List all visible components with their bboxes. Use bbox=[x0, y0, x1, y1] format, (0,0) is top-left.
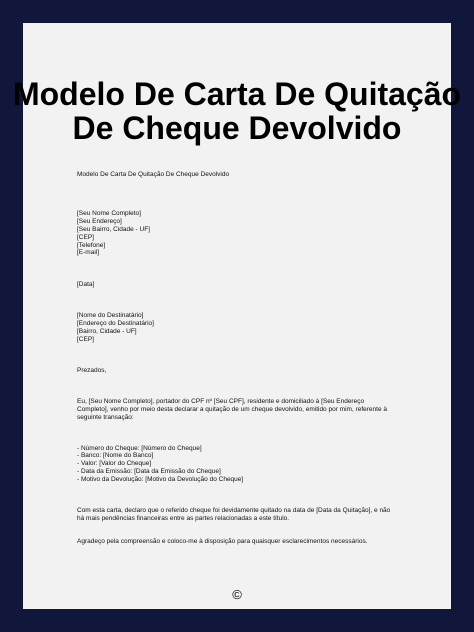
sender-cep: [CEP] bbox=[77, 233, 94, 241]
title-line-1: Modelo De Carta De Quitação bbox=[12, 76, 462, 112]
detail-value: - Valor: [Valor do Cheque] bbox=[77, 460, 152, 468]
sender-name: [Seu Nome Completo] bbox=[77, 209, 141, 217]
greeting: Prezados, bbox=[77, 366, 107, 374]
paragraph-thanks: Agradeço pela compreensão e coloco-me à disposição para quaisquer esclarecimentos necessários. bbox=[77, 537, 368, 545]
page-title bbox=[0, 77, 474, 145]
sender-email: [E-mail] bbox=[77, 249, 100, 257]
recipient-name: [Nome do Destinatário] bbox=[77, 312, 144, 320]
letter-date: [Data] bbox=[77, 281, 95, 289]
sender-phone: [Telefone] bbox=[77, 241, 106, 249]
recipient-address: [Endereço do Destinatário] bbox=[77, 320, 154, 328]
recipient-city: [Bairro, Cidade - UF] bbox=[77, 328, 137, 336]
sender-address: [Seu Endereço] bbox=[77, 217, 122, 225]
detail-return-reason: - Motivo da Devolução: [Motivo da Devolução do Cheque] bbox=[77, 476, 244, 484]
paragraph-declaration: Eu, [Seu Nome Completo], portador do CPF nº [Seu CPF], residente e domiciliado à [Seu Endereço Completo], venho por meio desta declarar a quitação de um cheque devolvido, emitido por mim, referente à seguinte transação: bbox=[77, 397, 388, 421]
letter-body bbox=[77, 171, 397, 546]
title-line-2: De Cheque Devolvido bbox=[72, 110, 402, 146]
recipient-cep: [CEP] bbox=[77, 335, 94, 343]
detail-bank: - Banco: [Nome do Banco] bbox=[77, 452, 154, 460]
detail-issue-date: - Data da Emissão: [Data da Emissão do Cheque] bbox=[77, 468, 221, 476]
sender-city: [Seu Bairro, Cidade - UF] bbox=[77, 225, 150, 233]
copyright-icon: © bbox=[232, 587, 242, 602]
doc-title: Modelo De Carta De Quitação De Cheque Devolvido bbox=[77, 171, 230, 178]
detail-check-number: - Número do Cheque: [Número do Cheque] bbox=[77, 444, 202, 452]
paragraph-settlement: Com esta carta, declaro que o referido cheque foi devidamente quitado na data de [Data da Quitação], e não há mais pendências financeiras entre as partes relacionadas a este título. bbox=[77, 507, 391, 522]
